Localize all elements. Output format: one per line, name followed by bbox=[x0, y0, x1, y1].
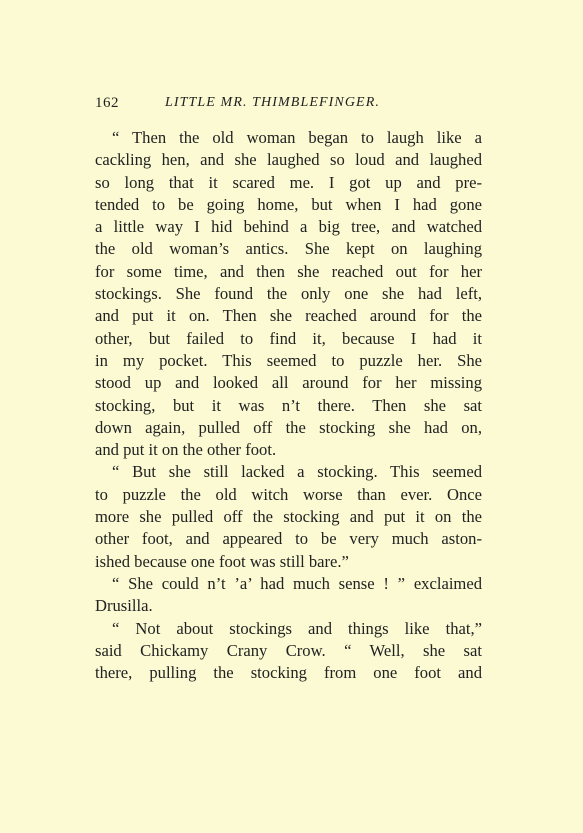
text-line: and put it on the other foot. bbox=[95, 440, 277, 460]
text-line: for some time, and then she reached out for her bbox=[95, 261, 482, 281]
text-line: stocking, but it was n’t there. Then she sat bbox=[95, 395, 482, 415]
page-number: 162 bbox=[95, 95, 119, 111]
text-line: there, pulling the stocking from one foot and bbox=[95, 663, 482, 683]
text-line: other foot, and appeared to be very much aston- bbox=[95, 529, 482, 549]
text-line: to puzzle the old witch worse than ever. Once bbox=[95, 484, 482, 504]
text-line: stockings. She found the only one she had left, bbox=[95, 284, 482, 304]
body-text bbox=[95, 127, 482, 684]
text-line: tended to be going home, but when I had gone bbox=[95, 194, 482, 214]
text-line: down again, pulled off the stocking she had on, bbox=[95, 417, 482, 437]
text-line: “ She could n’t ’a’ had much sense ! ” exclaimed bbox=[112, 573, 482, 593]
text-line: a little way I hid behind a big tree, and watched bbox=[95, 217, 482, 237]
text-line: and put it on. Then she reached around for the bbox=[95, 306, 482, 326]
text-line: cackling hen, and she laughed so loud and laughed bbox=[95, 150, 482, 170]
text-line: Drusilla. bbox=[95, 596, 153, 616]
text-line: said Chickamy Crany Crow. “ Well, she sat bbox=[95, 640, 482, 660]
text-line: “ But she still lacked a stocking. This seemed bbox=[112, 462, 482, 482]
text-line: so long that it scared me. I got up and pre- bbox=[95, 172, 482, 192]
text-line: ished because one foot was still bare.” bbox=[95, 551, 349, 571]
text-line: stood up and looked all around for her missing bbox=[95, 373, 482, 393]
text-line: the old woman’s antics. She kept on laughing bbox=[95, 239, 482, 259]
running-title: LITTLE MR. THIMBLEFINGER. bbox=[165, 95, 380, 110]
page-header bbox=[95, 95, 495, 117]
text-line: “ Then the old woman began to laugh like a bbox=[112, 128, 482, 147]
text-line: other, but failed to find it, because I had it bbox=[95, 328, 482, 348]
text-line: more she pulled off the stocking and put it on the bbox=[95, 507, 482, 527]
text-line: “ Not about stockings and things like that,” bbox=[112, 618, 482, 638]
text-line: in my pocket. This seemed to puzzle her. She bbox=[95, 350, 482, 370]
